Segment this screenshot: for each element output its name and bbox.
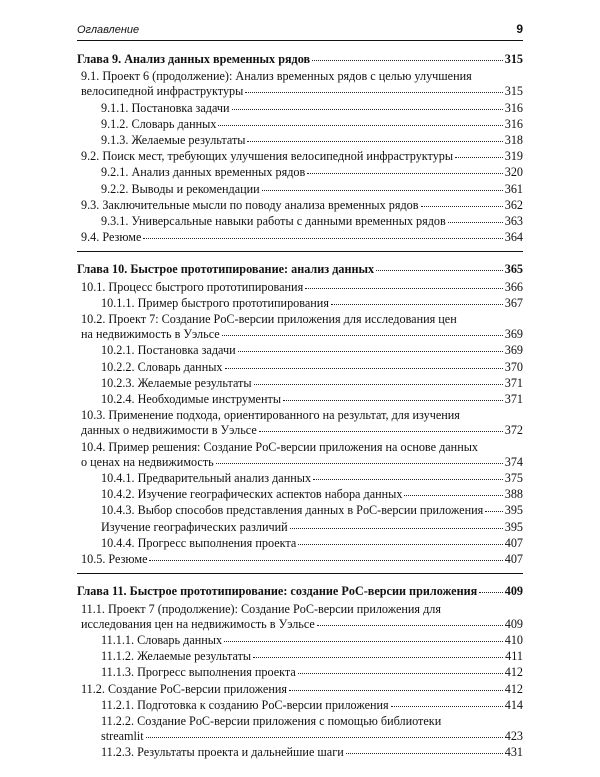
toc-entry-page: 363 xyxy=(504,214,523,229)
toc-entry-page: 395 xyxy=(504,519,523,534)
toc-entry[interactable] xyxy=(77,633,523,648)
dot-leader xyxy=(376,260,503,271)
toc-entry[interactable] xyxy=(77,471,523,486)
toc-entry-title-line: 10.4.2. Изучение географических аспектов набора данных xyxy=(101,487,403,502)
toc-entry[interactable] xyxy=(77,665,523,680)
toc-entry[interactable] xyxy=(77,698,523,713)
toc-entry-page: 410 xyxy=(504,632,523,647)
toc-entry-page: 371 xyxy=(504,375,523,390)
chapter-page: 315 xyxy=(504,52,523,66)
toc-entry[interactable] xyxy=(77,149,523,164)
dot-leader xyxy=(259,421,503,432)
chapter-block xyxy=(77,584,523,766)
dot-leader xyxy=(245,82,502,93)
toc-entry-page: 395 xyxy=(504,503,523,518)
chapter-title: Глава 10. Быстрое прототипирование: анализ данных xyxy=(77,262,375,277)
dot-leader xyxy=(421,196,503,207)
toc-entry[interactable] xyxy=(77,230,523,245)
toc-entry-title-line: 10.4.4. Прогресс выполнения проекта xyxy=(101,535,297,550)
toc-entry-title-line: 10.2.1. Постановка задачи xyxy=(101,343,236,358)
toc-entry-title-line: 11.2.3. Результаты проекта и дальнейшие шаги xyxy=(101,745,344,760)
dot-leader xyxy=(391,696,503,707)
toc-entry[interactable] xyxy=(77,69,523,99)
dot-leader xyxy=(222,325,503,336)
toc-entry-page: 369 xyxy=(504,343,523,358)
toc-entry-title-line: streamlit xyxy=(101,729,144,744)
dot-leader xyxy=(232,99,503,110)
toc-entry[interactable] xyxy=(77,198,523,213)
toc-entry-page: 412 xyxy=(504,681,523,696)
toc-entry-title-line: 11.2. Создание PoC-версии приложения xyxy=(81,681,287,696)
toc-entry-title-line: 10.4. Пример решения: Создание PoC-версии приложения на основе данных xyxy=(81,439,479,454)
toc-entry-page: 316 xyxy=(504,100,523,115)
toc-entry[interactable] xyxy=(77,536,523,551)
running-header xyxy=(77,22,523,41)
toc-entry-page: 319 xyxy=(504,149,523,164)
toc-entry[interactable] xyxy=(77,503,523,518)
toc-entry-page: 374 xyxy=(504,454,523,469)
toc-entry-title-line: 9.3. Заключительные мысли по поводу анализа временных рядов xyxy=(81,197,419,212)
toc-entry-page: 388 xyxy=(504,487,523,502)
toc-entry-title-line: 9.3.1. Универсальные навыки работы с данными временных рядов xyxy=(101,214,446,229)
toc-entry-title-line: 10.1.1. Пример быстрого прототипирования xyxy=(101,295,329,310)
toc-entry[interactable] xyxy=(77,487,523,502)
toc-entry-page: 372 xyxy=(504,423,523,438)
toc-entry[interactable] xyxy=(77,343,523,358)
dot-leader xyxy=(313,469,503,480)
dot-leader xyxy=(224,631,503,642)
toc-entry-page: 361 xyxy=(504,181,523,196)
dot-leader xyxy=(331,294,503,305)
dot-leader xyxy=(218,115,502,126)
dot-leader xyxy=(290,518,503,529)
toc-entry-page: 375 xyxy=(504,471,523,486)
toc-entry-title-line: 11.2.1. Подготовка к созданию PoC-версии приложения xyxy=(101,697,389,712)
toc-entry-title-line: 11.2.2. Создание PoC-версии приложения с помощью библиотеки xyxy=(101,713,442,728)
chapter-block xyxy=(77,52,523,252)
toc-entry[interactable] xyxy=(77,101,523,116)
dot-leader xyxy=(312,50,503,61)
toc-entry-title-line: 9.2.2. Выводы и рекомендации xyxy=(101,181,260,196)
toc-entry[interactable] xyxy=(77,745,523,760)
toc-entry-title-line: Изучение географических различий xyxy=(101,519,288,534)
dot-leader xyxy=(149,550,502,561)
toc-entry-title-line: 9.4. Резюме xyxy=(81,230,142,245)
toc-entry-page: 366 xyxy=(504,279,523,294)
toc-entry-page: 431 xyxy=(504,745,523,760)
chapter-title: Глава 9. Анализ данных временных рядов xyxy=(77,52,311,66)
toc-entry[interactable] xyxy=(77,312,523,342)
toc-entry-page: 367 xyxy=(504,295,523,310)
toc-entry[interactable] xyxy=(77,376,523,391)
toc-entry[interactable] xyxy=(77,117,523,132)
toc-entry-title-line: 10.3. Применение подхода, ориентированного на результат, для изучения xyxy=(81,408,460,423)
toc-entry[interactable] xyxy=(77,408,523,438)
toc-entry-title-line: 11.1.1. Словарь данных xyxy=(101,632,223,647)
toc-entry-title-line: 11.1.2. Желаемые результаты xyxy=(101,649,252,664)
toc-entry-page: 370 xyxy=(504,359,523,374)
toc-entry-title-line: 10.2.2. Словарь данных xyxy=(101,359,223,374)
toc-entry-page: 407 xyxy=(504,552,523,567)
toc-entry-title-line: на недвижимость в Уэльсе xyxy=(81,327,220,342)
chapter-title: Глава 11. Быстрое прототипирование: создание PoC-версии приложения xyxy=(77,584,478,599)
dot-leader xyxy=(262,180,503,191)
chapter-heading[interactable] xyxy=(77,584,523,599)
toc-entry[interactable] xyxy=(77,296,523,311)
chapter-page: 409 xyxy=(504,584,523,599)
chapter-page: 365 xyxy=(504,262,523,277)
dot-leader xyxy=(346,743,503,754)
dot-leader xyxy=(485,501,502,512)
dot-leader xyxy=(317,615,503,626)
toc-entry-title-line: 10.4.1. Предварительный анализ данных xyxy=(101,471,312,486)
toc-entry-page: 320 xyxy=(504,165,523,180)
toc-entry-title-line: 9.2.1. Анализ данных временных рядов xyxy=(101,165,306,180)
toc-entry-page: 369 xyxy=(504,327,523,342)
dot-leader xyxy=(238,341,503,352)
chapter-heading[interactable] xyxy=(77,52,523,67)
toc-entry[interactable] xyxy=(77,392,523,407)
dot-leader xyxy=(298,663,503,674)
toc-entry-title-line: 10.2. Проект 7: Создание PoC-версии приложения для исследования цен xyxy=(81,312,457,327)
toc-entry-page: 315 xyxy=(504,84,523,99)
toc-entry-title-line: 9.1.1. Постановка задачи xyxy=(101,100,230,115)
toc-entry[interactable] xyxy=(77,649,523,664)
toc-entry-title-line: 9.1.3. Желаемые результаты xyxy=(101,133,246,148)
dot-leader xyxy=(254,374,503,385)
dot-leader xyxy=(479,582,503,593)
dot-leader xyxy=(298,534,502,545)
dot-leader xyxy=(305,278,503,289)
toc-entry-title-line: 10.5. Резюме xyxy=(81,552,148,567)
toc-entry[interactable] xyxy=(77,360,523,375)
toc-entry-page: 362 xyxy=(504,197,523,212)
toc-entry[interactable] xyxy=(77,440,523,470)
dot-leader xyxy=(307,163,502,174)
toc-entry-page: 407 xyxy=(504,535,523,550)
toc-entry-title-line: 9.1.2. Словарь данных xyxy=(101,116,217,131)
toc-entry-title-line: 9.1. Проект 6 (продолжение): Анализ временных рядов с целью улучшения xyxy=(81,69,472,84)
toc-entry[interactable] xyxy=(77,714,523,744)
toc-entry[interactable] xyxy=(77,214,523,229)
toc-entry-title-line: 10.2.3. Желаемые результаты xyxy=(101,375,252,390)
toc-entry[interactable] xyxy=(77,552,523,567)
running-header-title: Оглавление xyxy=(77,24,140,36)
toc-entry-title-line: 11.1.3. Прогресс выполнения проекта xyxy=(101,665,296,680)
toc-entry-page: 364 xyxy=(504,230,523,245)
toc-entry-page: 409 xyxy=(504,616,523,631)
toc-entry[interactable] xyxy=(77,602,523,632)
dot-leader xyxy=(143,228,502,239)
toc-entry-title-line: 11.1. Проект 7 (продолжение): Создание PoC-версии приложения для xyxy=(81,601,441,616)
toc-entry-title-line: 10.2.4. Необходимые инструменты xyxy=(101,392,282,407)
toc-entry-title-line: 9.2. Поиск мест, требующих улучшения велосипедной инфраструктуры xyxy=(81,149,454,164)
toc-entry-page: 411 xyxy=(505,649,523,664)
toc-entry-page: 371 xyxy=(504,392,523,407)
dot-leader xyxy=(455,147,503,158)
toc-entry-title-line: велосипедной инфраструктуры xyxy=(81,84,244,99)
dot-leader xyxy=(404,485,502,496)
dot-leader xyxy=(283,390,503,401)
toc-entry[interactable] xyxy=(77,520,523,535)
toc-entry-title-line: исследования цен на недвижимость в Уэльсе xyxy=(81,616,315,631)
toc-entry-page: 423 xyxy=(504,729,523,744)
toc-entry[interactable] xyxy=(77,182,523,197)
toc-entry-page: 414 xyxy=(504,697,523,712)
toc-entry-page: 412 xyxy=(504,665,523,680)
table-of-contents xyxy=(77,52,523,777)
toc-entry[interactable] xyxy=(77,165,523,180)
dot-leader xyxy=(253,647,503,658)
toc-entry-page: 318 xyxy=(504,133,523,148)
toc-entry-title-line: 10.1. Процесс быстрого прототипирования xyxy=(81,279,304,294)
dot-leader xyxy=(225,358,503,369)
chapter-heading[interactable] xyxy=(77,262,523,277)
dot-leader xyxy=(216,453,503,464)
toc-entry[interactable] xyxy=(77,682,523,697)
chapter-block xyxy=(77,262,523,574)
dot-leader xyxy=(247,131,502,142)
toc-entry-page: 316 xyxy=(504,116,523,131)
dot-leader xyxy=(289,680,503,691)
toc-entry-title-line: данных о недвижимости в Уэльсе xyxy=(81,423,257,438)
toc-entry-title-line: 10.4.3. Выбор способов представления данных в PoC-версии приложения xyxy=(101,503,484,518)
toc-entry[interactable] xyxy=(77,280,523,295)
dot-leader xyxy=(448,212,503,223)
toc-entry[interactable] xyxy=(77,133,523,148)
page-number: 9 xyxy=(516,22,523,36)
toc-entry-title-line: о ценах на недвижимость xyxy=(81,454,214,469)
dot-leader xyxy=(146,727,503,738)
